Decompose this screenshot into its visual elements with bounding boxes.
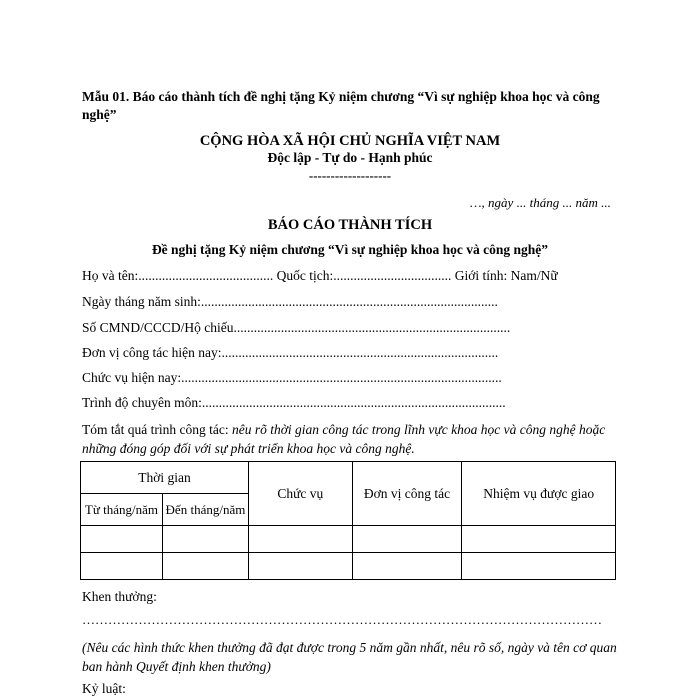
report-subtitle: Đề nghị tặng Kỷ niệm chương “Vì sự nghiệp khoa học và công nghệ” [151, 242, 549, 257]
separator: ------------------- [308, 168, 392, 183]
table-cell [248, 553, 352, 580]
task-header: Nhiệm vụ được giao [462, 462, 616, 526]
summary-hint: nêu rõ thời gian công tác trong lĩnh vực khoa học và công nghệ hoặc những đóng góp đối với sự phát triển khoa học và công nghệ. [82, 422, 606, 456]
motto: Độc lập - Tự do - Hạnh phúc [267, 150, 433, 165]
table-row [81, 553, 616, 580]
summary-label: Tóm tắt quá trình công tác: [82, 422, 232, 437]
position-header: Chức vụ [248, 462, 352, 526]
table-row [81, 526, 616, 553]
table-cell [81, 526, 163, 553]
to-header: Đến tháng/năm [162, 494, 248, 526]
nation-header: CỘNG HÒA XÃ HỘI CHỦ NGHĨA VIỆT NAM [199, 133, 501, 149]
form-title: Mẫu 01. Báo cáo thành tích đề nghị tặng Kỷ niệm chương “Vì sự nghiệp khoa học và công nghệ” [82, 89, 600, 122]
position-field: Chức vụ hiện nay:............................................................................................... [82, 370, 502, 385]
work-history-table [80, 461, 616, 580]
awards-dots: ………………………………………………………………………………………………………… [82, 612, 602, 627]
table-cell [162, 553, 248, 580]
table-cell [81, 553, 163, 580]
table-cell [352, 553, 462, 580]
name-field: Họ và tên:........................................ Quốc tịch:................................... Giới tính: Nam/Nữ [82, 268, 558, 283]
awards-label: Khen thưởng: [82, 589, 157, 604]
table-cell [352, 526, 462, 553]
report-title: BÁO CÁO THÀNH TÍCH [267, 217, 433, 233]
time-header: Thời gian [81, 462, 249, 494]
work-summary [82, 420, 622, 458]
dob-field: Ngày tháng năm sinh:........................................................................................ [82, 294, 498, 309]
unit-field: Đơn vị công tác hiện nay:.................................................................................. [82, 345, 499, 360]
table-cell [248, 526, 352, 553]
from-header: Từ tháng/năm [81, 494, 163, 526]
id-field: Số CMND/CCCD/Hộ chiếu.................................................................................. [82, 320, 511, 335]
table-cell [462, 553, 616, 580]
awards-note: (Nêu các hình thức khen thưởng đã đạt được trong 5 năm gần nhất, nêu rõ số, ngày và tên cơ quan ban hành Quyết định khen thưởng) [82, 640, 617, 674]
unit-header: Đơn vị công tác [352, 462, 462, 526]
table-cell [162, 526, 248, 553]
date-line: …, ngày ... tháng ... năm ... [470, 195, 611, 210]
level-field: Trình độ chuyên môn:.......................................................................................... [82, 395, 506, 410]
discipline-label: Kỷ luật: [82, 681, 126, 696]
table-cell [462, 526, 616, 553]
